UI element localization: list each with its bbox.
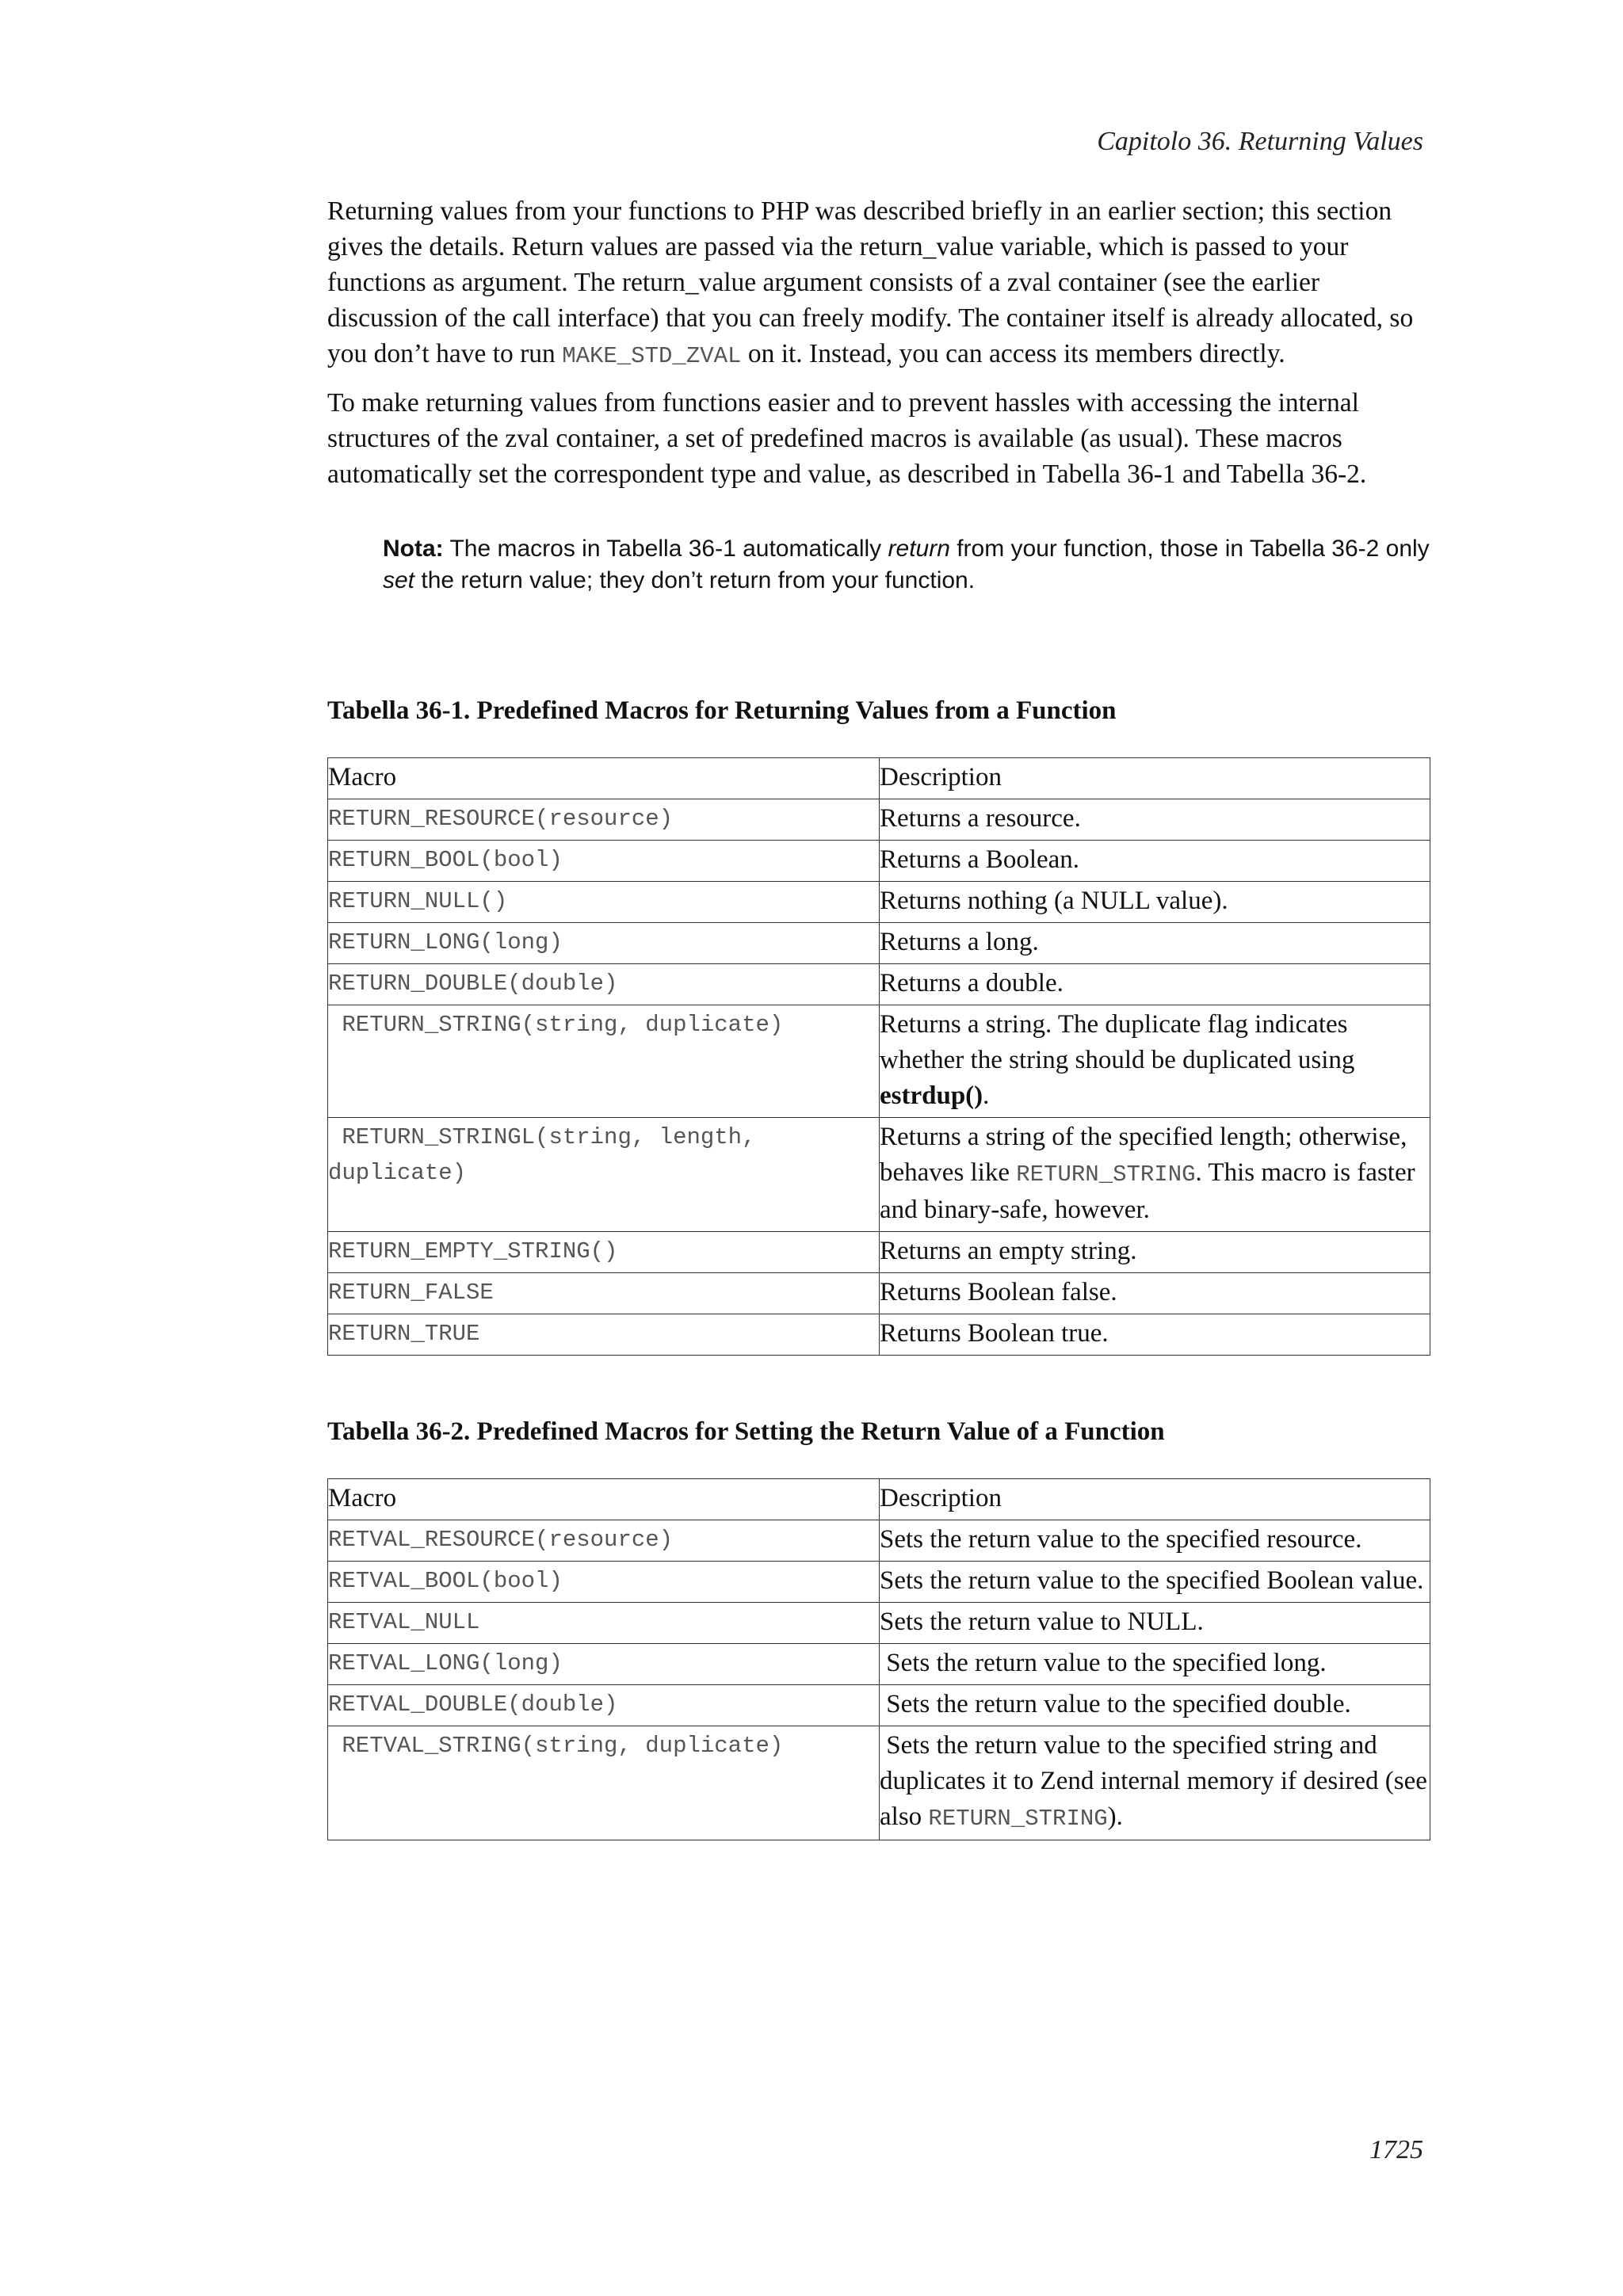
table-row (328, 841, 1430, 882)
page-number: 1725 (1369, 2135, 1423, 2164)
note-text: the return value; they don’t return from your function. (414, 567, 976, 593)
description-cell: Sets the return value to NULL. (880, 1603, 1430, 1644)
paragraph-macros: To make returning values from functions easier and to prevent hassles with accessing the internal structures of the zval container, a set of predefined macros is available (as usual). These macros automatically set the correspondent type and value, as described in Tabella 36-1 and Tabella 36-2. (327, 388, 1367, 489)
macro-cell: RETVAL_RESOURCE(resource) (328, 1520, 880, 1562)
description-cell: Returns a resource. (880, 799, 1430, 841)
table-header-row (328, 1479, 1430, 1520)
description-cell: Returns a long. (880, 923, 1430, 964)
macro-cell: RETVAL_STRING(string, duplicate) (328, 1726, 880, 1840)
macro-cell: RETURN_LONG(long) (328, 923, 880, 964)
table-header-cell: Description (880, 758, 1430, 799)
description-cell (880, 1005, 1430, 1118)
macro-cell: RETURN_NULL() (328, 882, 880, 923)
macro-cell: RETVAL_BOOL(bool) (328, 1562, 880, 1603)
macro-cell: RETURN_RESOURCE(resource) (328, 799, 880, 841)
macro-cell: RETURN_FALSE (328, 1273, 880, 1314)
table-row (328, 964, 1430, 1005)
macro-cell: RETURN_TRUE (328, 1314, 880, 1356)
table-row (328, 923, 1430, 964)
table1-title: Tabella 36-1. Predefined Macros for Returning Values from a Function (327, 696, 1117, 725)
description-cell: Sets the return value to the specified long. (880, 1644, 1430, 1685)
macro-cell: RETURN_STRINGL(string, length, duplicate) (328, 1118, 880, 1232)
table-row (328, 1685, 1430, 1726)
description-text: . This macro is faster and binary-safe, however. (880, 1158, 1415, 1224)
table-row (328, 1603, 1430, 1644)
paragraph-intro-text: Returning values from your functions to PHP was described briefly in an earlier section; this section gives the details. Return values are passed via the return_value variable, which is passed to your functions as argument. The return_value argument consists of a zval container (see the earlier discussion of the call interface) that you can freely modify. The container itself is already allocated, so you don’t have to run (327, 196, 1414, 368)
table-row (328, 1005, 1430, 1118)
table-header-cell: Macro (328, 758, 880, 799)
description-cell: Returns nothing (a NULL value). (880, 882, 1430, 923)
table2 (327, 1478, 1434, 1840)
table-row (328, 1273, 1430, 1314)
inline-code: RETURN_STRING (928, 1806, 1108, 1832)
table-row (328, 1232, 1430, 1273)
table-header-cell: Macro (328, 1479, 880, 1520)
note-label: Nota: (383, 536, 444, 562)
table2-title: Tabella 36-2. Predefined Macros for Setting the Return Value of a Function (327, 1417, 1165, 1446)
inline-code: MAKE_STD_ZVAL (562, 343, 742, 369)
function-name: estrdup() (880, 1081, 983, 1110)
note-box (383, 533, 1437, 597)
description-text: Returns a string of the specified length; otherwise, behaves like (880, 1123, 1407, 1187)
macro-cell: RETURN_BOOL(bool) (328, 841, 880, 882)
running-header: Capitolo 36. Returning Values (1097, 127, 1423, 156)
table-row (328, 799, 1430, 841)
table-header-row (328, 758, 1430, 799)
table1 (327, 757, 1430, 1356)
table-row (328, 882, 1430, 923)
description-cell (880, 1118, 1430, 1232)
table-row (328, 1644, 1430, 1685)
table-row (328, 1562, 1430, 1603)
description-cell: Returns Boolean false. (880, 1273, 1430, 1314)
description-cell: Returns an empty string. (880, 1232, 1430, 1273)
description-cell: Returns a double. (880, 964, 1430, 1005)
description-cell (880, 1726, 1434, 1840)
note-text: from your function, those in Tabella 36-2 only (949, 536, 1430, 562)
description-cell: Sets the return value to the specified double. (880, 1685, 1430, 1726)
description-text: ). (1107, 1802, 1123, 1831)
table-row (328, 1118, 1430, 1232)
inline-code: RETURN_STRING (1016, 1161, 1196, 1188)
description-cell: Sets the return value to the specified Boolean value. (880, 1562, 1430, 1603)
description-text: . (983, 1081, 990, 1110)
description-text: Returns a string. The duplicate flag indicates whether the string should be duplicated using (880, 1010, 1355, 1074)
macro-cell: RETVAL_NULL (328, 1603, 880, 1644)
description-cell: Returns Boolean true. (880, 1314, 1430, 1356)
paragraph-intro-text-end: on it. Instead, you can access its members directly. (741, 339, 1285, 368)
macro-cell: RETVAL_LONG(long) (328, 1644, 880, 1685)
macro-cell: RETURN_STRING(string, duplicate) (328, 1005, 880, 1118)
table-header-cell: Description (880, 1479, 1430, 1520)
table-row (328, 1520, 1430, 1562)
table-row (328, 1726, 1430, 1840)
description-text: Sets the return value to the specified string and duplicates it to Zend internal memory if desired (see also (880, 1731, 1434, 1831)
page-content (327, 193, 1434, 1840)
note-emphasis-set: set (383, 567, 415, 593)
description-cell: Returns a Boolean. (880, 841, 1430, 882)
description-cell: Sets the return value to the specified resource. (880, 1520, 1430, 1562)
table-row (328, 1314, 1430, 1356)
note-text: The macros in Tabella 36-1 automatically (443, 536, 888, 562)
macro-cell: RETVAL_DOUBLE(double) (328, 1685, 880, 1726)
macro-cell: RETURN_EMPTY_STRING() (328, 1232, 880, 1273)
note-emphasis-return: return (888, 536, 950, 562)
paragraph-intro (327, 193, 1427, 374)
macro-cell: RETURN_DOUBLE(double) (328, 964, 880, 1005)
